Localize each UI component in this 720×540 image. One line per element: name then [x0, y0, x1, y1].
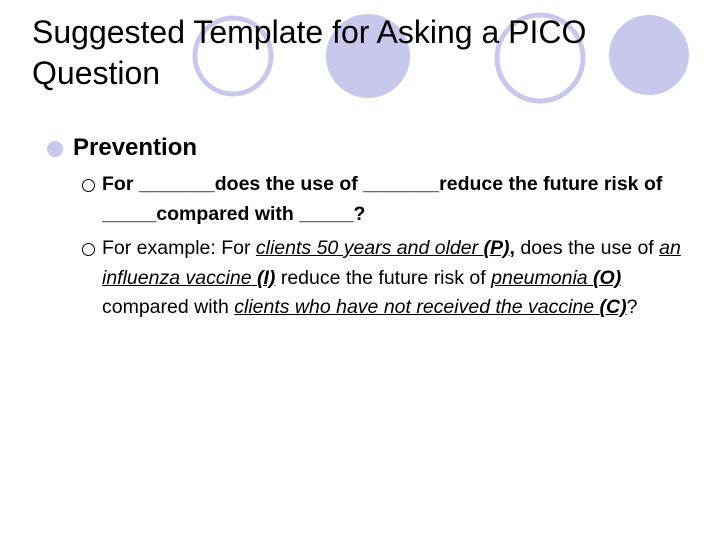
example-comma: ,: [509, 237, 515, 259]
comparison-tag: (C): [599, 296, 627, 318]
template-text-1: For: [102, 173, 139, 195]
template-question-text: [102, 170, 682, 229]
example-question-item: [82, 234, 682, 323]
example-text-5: ?: [626, 296, 638, 318]
example-comparison: clients who have not received the vaccine: [234, 296, 595, 318]
template-text-2: does the use of: [214, 173, 364, 195]
outcome-tag: (O): [593, 266, 622, 289]
blank-comparison: _____: [299, 202, 354, 225]
example-outcome: pneumonia: [491, 266, 588, 289]
hollow-circle-bullet-icon: [82, 179, 95, 192]
template-text-4: compared with: [156, 202, 300, 225]
blank-intervention: _______: [363, 173, 440, 195]
template-text-5: ?: [353, 202, 366, 225]
intervention-tag: (I): [257, 266, 276, 289]
example-text-1: For example: For: [102, 237, 256, 259]
prevention-label: Prevention: [73, 134, 198, 161]
example-intervention: an influenza vaccine: [102, 237, 681, 289]
population-tag: (P): [483, 237, 510, 259]
blank-population: _______: [138, 173, 215, 195]
hollow-circle-bullet-icon: [82, 243, 95, 256]
slide-title: [32, 12, 692, 94]
title-line-1: Suggested Template for Asking a PICO: [32, 14, 587, 50]
blank-outcome: _____: [102, 202, 157, 225]
template-text-3: reduce the future risk of: [439, 173, 663, 195]
example-population: clients 50 years and older: [255, 237, 479, 259]
title-line-2: Question: [32, 55, 161, 91]
example-text-3: reduce the future risk of: [275, 266, 492, 289]
example-question-text: [102, 234, 682, 323]
filled-circle-bullet-icon: [47, 141, 63, 157]
example-text-2: does the use of: [514, 237, 660, 259]
example-text-4: compared with: [102, 296, 235, 318]
template-question-item: [82, 170, 682, 229]
